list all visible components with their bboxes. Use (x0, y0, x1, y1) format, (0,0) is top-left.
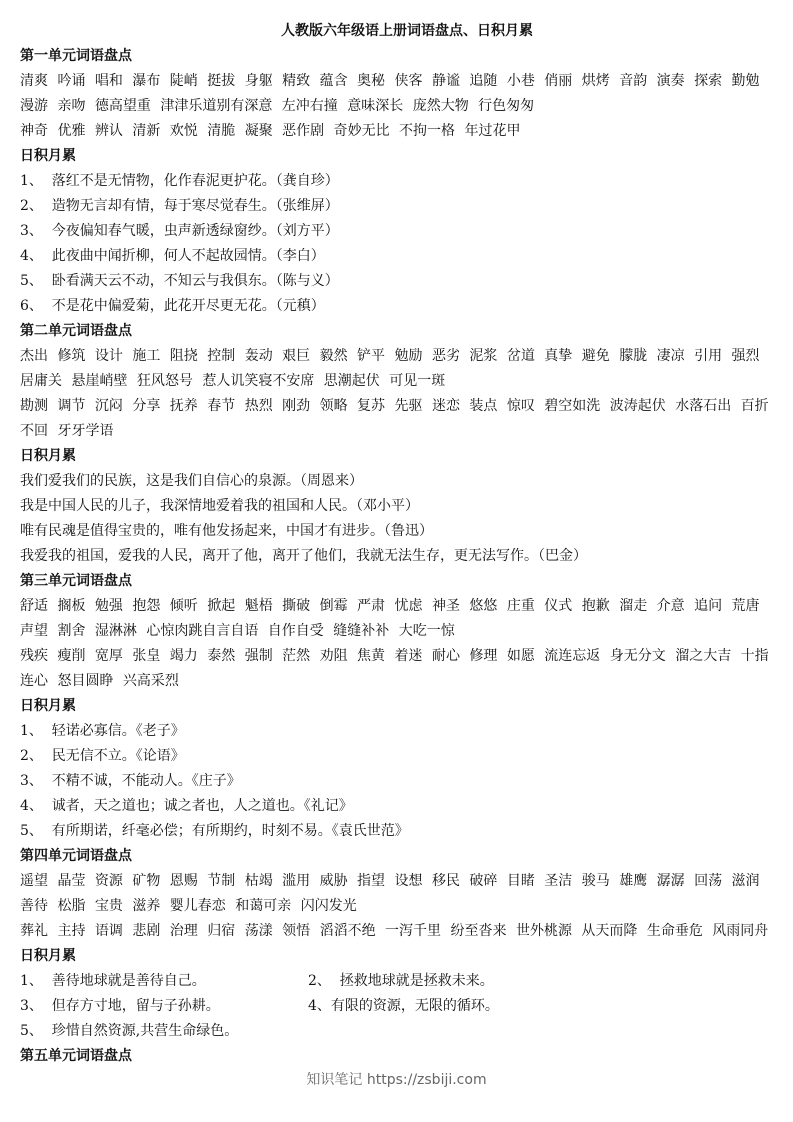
unit-4-quote-row (20, 969, 780, 994)
unit-2-quote: 唯有民魂是值得宝贵的，唯有他发扬起来，中国才有进步。（鲁迅） (20, 523, 433, 539)
unit-1-heading: 第一单元词语盘点 (20, 48, 132, 64)
unit-4-quote: 1、 善待地球就是善待自己。 (20, 973, 206, 989)
unit-5-heading: 第五单元词语盘点 (20, 1048, 132, 1064)
unit-1-words-line: 神奇 优雅 辨认 清新 欢悦 清脆 凝聚 恶作剧 奇妙无比 不拘一格 年过花甲 (20, 123, 521, 139)
unit-3-heading: 第三单元词语盘点 (20, 573, 132, 589)
unit-3-words-line: 舒适 搁板 勉强 抱怨 倾听 掀起 魁梧 撕破 倒霉 严肃 忧虑 神圣 悠悠 庄重 仪式 抱歉 溜走 介意 追问 荒唐 声望 割舍 湿淋淋 心惊肉跳自言自语 自作自受 缝缝补补 大吃一惊 (20, 598, 760, 639)
unit-2-quote: 我爱我的祖国，爱我的人民，离开了他，离开了他们，我就无法生存，更无法写作。（巴金） (20, 548, 587, 564)
unit-4-quote: 4、有限的资源，无限的循环。 (308, 998, 499, 1014)
unit-3-quote: 5、 有所期诺，纤毫必偿；有所期约，时刻不易。《袁氏世范》 (20, 823, 409, 839)
unit-4-heading: 第四单元词语盘点 (20, 848, 132, 864)
unit-3-words-line: 残疾 瘦削 宽厚 张皇 竭力 泰然 强制 茫然 劝阻 焦黄 着迷 耐心 修理 如愿 流连忘返 身无分文 溜之大吉 十指连心 怒目圆睁 兴高采烈 (20, 648, 769, 689)
unit-2-words-line: 勘测 调节 沉闷 分享 抚养 春节 热烈 刚劲 领略 复苏 先驱 迷恋 装点 惊叹 碧空如洗 波涛起伏 水落石出 百折不回 牙牙学语 (20, 398, 769, 439)
unit-1-quote: 5、 卧看满天云不动，不知云与我俱东。（陈与义） (20, 273, 339, 289)
unit-1-quote: 4、 此夜曲中闻折柳，何人不起故园情。（李白） (20, 248, 325, 264)
unit-4-quote: 5、 珍惜自然资源,共营生命绿色。 (20, 1023, 239, 1039)
unit-2-quote: 我是中国人民的儿子，我深情地爱着我的祖国和人民。（邓小平） (20, 498, 419, 514)
unit-2-daily-heading: 日积月累 (20, 448, 76, 464)
unit-2-heading: 第二单元词语盘点 (20, 323, 132, 339)
unit-3-quote: 3、 不精不诚，不能动人。《庄子》 (20, 773, 241, 789)
unit-1-daily-heading: 日积月累 (20, 148, 76, 164)
unit-1-quote: 6、 不是花中偏爱菊，此花开尽更无花。（元稹） (20, 298, 325, 314)
unit-4-words-line: 葬礼 主持 语调 悲剧 治理 归宿 荡漾 领悟 滔滔不绝 一泻千里 纷至沓来 世外桃源 从天而降 生命垂危 风雨同舟 (20, 923, 769, 939)
unit-2-words-line: 杰出 修筑 设计 施工 阻挠 控制 轰动 艰巨 毅然 铲平 勉励 恶劣 泥浆 岔道 真挚 避免 朦胧 凄凉 引用 强烈 居庸关 悬崖峭壁 狂风怒号 惹人讥笑寝不安席 思潮起伏 可见一斑 (20, 348, 760, 389)
unit-1-quote: 1、 落红不是无情物，化作春泥更护花。（龚自珍） (20, 173, 339, 189)
unit-2-quote: 我们爱我们的民族，这是我们自信心的泉源。（周恩来） (20, 473, 363, 489)
document-title: 人教版六年级语上册词语盘点、日积月累 (281, 23, 533, 39)
watermark-footer: 知识笔记 https://zsbiji.com (306, 1072, 487, 1088)
unit-4-daily-heading: 日积月累 (20, 948, 76, 964)
unit-1-quote: 2、 造物无言却有情，每于寒尽觉春生。（张维屏） (20, 198, 339, 214)
unit-4-words-line: 遥望 晶莹 资源 矿物 恩赐 节制 枯竭 滥用 威胁 指望 设想 移民 破碎 目睹 圣洁 骏马 雄鹰 潺潺 回荡 滋润 善待 松脂 宝贵 滋养 婴儿春恋 和蔼可亲 闪闪发光 (20, 873, 760, 914)
document-page (20, 18, 780, 1069)
unit-3-daily-heading: 日积月累 (20, 698, 76, 714)
unit-3-quote: 4、 诚者，天之道也；诚之者也，人之道也。《礼记》 (20, 798, 353, 814)
unit-3-quote: 2、 民无信不立。《论语》 (20, 748, 185, 764)
unit-3-quote: 1、 轻诺必寡信。《老子》 (20, 723, 185, 739)
unit-1-words-line: 清爽 吟诵 唱和 瀑布 陡峭 挺拔 身躯 精致 蕴含 奥秘 侠客 静谧 追随 小巷 俏丽 烘烤 音韵 演奏 探索 勤勉 漫游 亲吻 德高望重 津津乐道别有深意 左冲右撞 意味深长 庞然大物 行色匆匆 (20, 73, 760, 114)
unit-1-quote: 3、 今夜偏知春气暖，虫声新透绿窗纱。（刘方平） (20, 223, 339, 239)
unit-4-quote-row (20, 994, 780, 1019)
unit-4-quote: 3、 但存方寸地，留与子孙耕。 (20, 998, 220, 1014)
unit-4-quote: 2、 拯救地球就是拯救未来。 (308, 973, 494, 989)
